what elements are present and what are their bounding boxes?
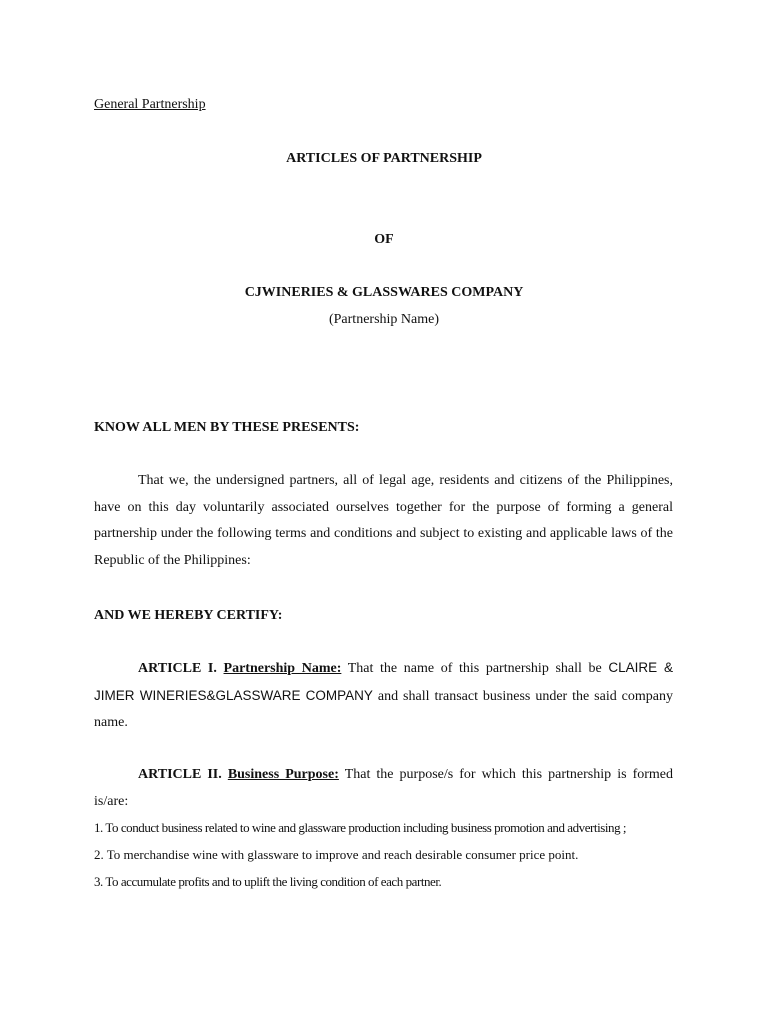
purpose-item-3: 3. To accumulate profits and to uplift the living condition of each partner. [94,874,442,889]
article-2-title: Business Purpose: [227,767,339,782]
article-1-text-a: That the name of this partnership shall be [347,661,602,676]
know-all-heading: KNOW ALL MEN BY THESE PRESENTS: [94,420,360,435]
purpose-item-1: 1. To conduct business related to wine and glassware production including business promotion and advertising ; [94,820,627,835]
title-of: OF [374,232,394,247]
article-2-label: ARTICLE II. [138,767,222,782]
company-name-note: (Partnership Name) [328,312,440,327]
purpose-item-2: 2. To merchandise wine with glassware to improve and reach desirable consumer price point. [94,847,579,862]
company-name-heading: CJWINERIES & GLASSWARES COMPANY [244,285,524,300]
article-2-text: That the purpose/s for which this partnership is formed is/are: [94,767,674,809]
intro-paragraph [94,468,673,574]
certify-heading: AND WE HEREBY CERTIFY: [94,608,283,623]
intro-text: That we, the undersigned partners, all of legal age, residents and citizens of the Philippines, have on this day voluntarily associated ourselves together for the purpose of forming a general partnership under the following terms and conditions and subject to existing and applicable laws of the Republic of the Philippines: [94,473,673,568]
document-type: General Partnership [94,97,206,112]
article-1-label: ARTICLE I. [138,661,217,676]
article-1-text-b: and shall transact business under the said company name. [94,688,674,730]
article-1-title: Partnership Name: [223,661,342,676]
document-title: ARTICLES OF PARTNERSHIP [286,151,482,166]
article-1-paragraph [94,655,673,737]
article-1-company-name: CLAIRE & JIMER WINERIES&GLASSWARE COMPANY [94,660,674,703]
article-2-paragraph [94,762,673,815]
